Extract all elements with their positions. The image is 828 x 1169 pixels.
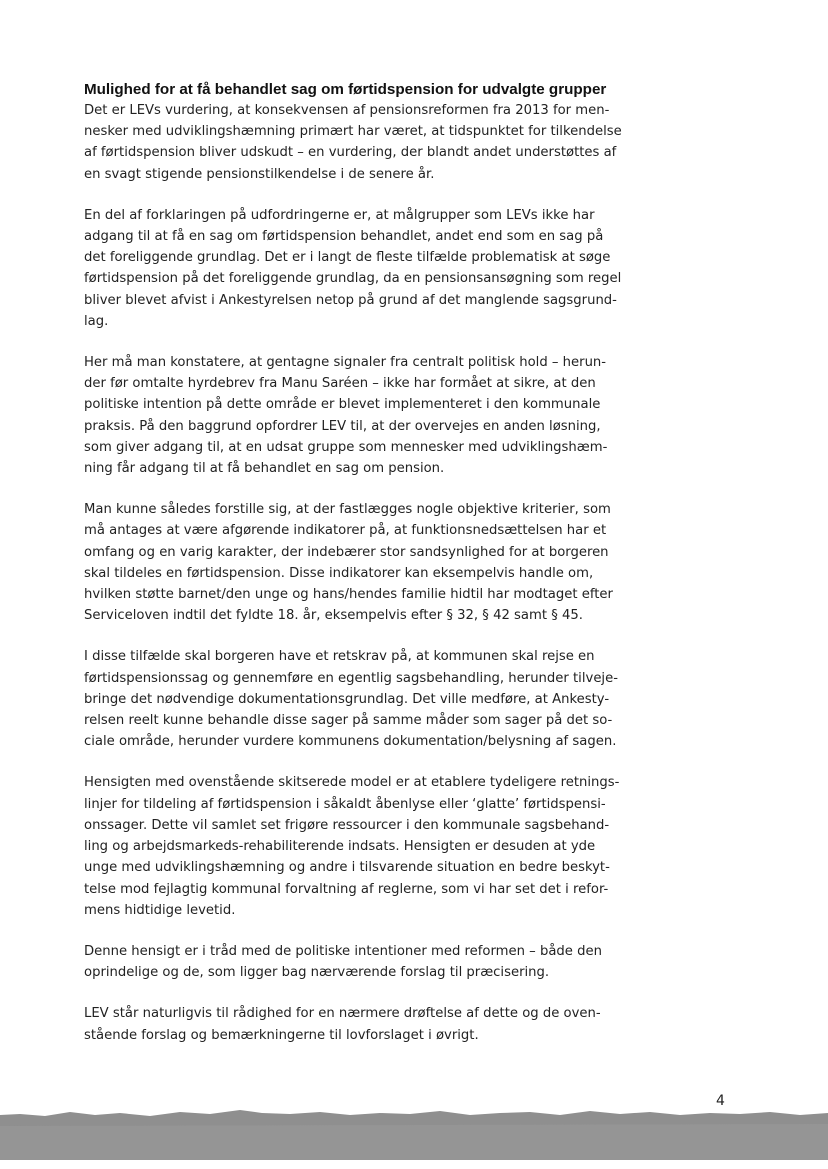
text-line: bringe det nødvendige dokumentationsgrundlag. Det ville medføre, at Ankesty-: [84, 691, 610, 707]
text-line: Her må man konstatere, at gentagne signaler fra centralt politisk hold – herun-: [84, 355, 607, 371]
text-line: mens hidtidige levetid.: [84, 902, 236, 918]
text-line: førtidspension på det foreliggende grundlag, da en pensionsansøgning som regel: [84, 271, 622, 287]
text-line: relsen reelt kunne behandle disse sager på samme måder som sager på det so-: [84, 713, 613, 729]
text-line: nesker med udviklingshæmning primært har været, at tidspunktet for tilkendelse: [84, 124, 622, 140]
text-line: onssager. Dette vil samlet set frigøre ressourcer i den kommunale sagsbehand-: [84, 817, 610, 833]
section-heading: Mulighed for at få behandlet sag om førtidspension for udvalgte grupper: [84, 81, 607, 98]
text-line: må antages at være afgørende indikatorer på, at funktionsnedsættelsen har et: [84, 523, 607, 539]
text-line: en svagt stigende pensionstilkendelse i de senere år.: [84, 166, 435, 182]
text-line: En del af forklaringen på udfordringerne er, at målgrupper som LEVs ikke har: [84, 207, 595, 223]
text-line: førtidspensionssag og gennemføre en egentlig sagsbehandling, herunder tilveje-: [84, 670, 618, 686]
paragraph: [84, 1003, 644, 1045]
scan-edge-texture: [0, 1124, 828, 1160]
text-line: det foreliggende grundlag. Det er i langt de fleste tilfælde problematisk at søge: [84, 250, 611, 266]
text-line: LEV står naturligvis til rådighed for en nærmere drøftelse af dette og de oven-: [84, 1006, 601, 1022]
text-line: oprindelige og de, som ligger bag nærværende forslag til præcisering.: [84, 965, 550, 981]
text-line: stående forslag og bemærkningerne til lovforslaget i øvrigt.: [84, 1027, 479, 1043]
body-text: [84, 100, 644, 1066]
page-number: 4: [716, 1093, 725, 1109]
text-line: telse mod fejlagtig kommunal forvaltning af reglerne, som vi har set det i refor-: [84, 881, 609, 897]
text-line: unge med udviklingshæmning og andre i tilsvarende situation en bedre beskyt-: [84, 860, 610, 876]
text-line: Denne hensigt er i tråd med de politiske intentioner med reformen – både den: [84, 943, 602, 959]
text-line: hvilken støtte barnet/den unge og hans/hendes familie hidtil har modtaget efter: [84, 587, 613, 603]
text-line: Man kunne således forstille sig, at der fastlægges nogle objektive kriterier, som: [84, 502, 611, 518]
paragraph: [84, 499, 644, 626]
text-line: politiske intention på dette område er blevet implementeret i den kommunale: [84, 397, 601, 413]
text-line: skal tildeles en førtidspension. Disse indikatorer kan eksempelvis handle om,: [84, 565, 594, 581]
text-line: som giver adgang til, at en udsat gruppe som mennesker med udviklingshæm-: [84, 439, 608, 455]
text-line: linjer for tildeling af førtidspension i såkaldt åbenlyse eller ‘glatte’ førtidspensi-: [84, 796, 606, 812]
paragraph: [84, 205, 644, 332]
paragraph: [84, 352, 644, 479]
paragraph: [84, 100, 644, 185]
text-line: adgang til at få en sag om førtidspension behandlet, andet end som en sag på: [84, 229, 604, 245]
paragraph: [84, 941, 644, 983]
text-line: Hensigten med ovenstående skitserede model er at etablere tydeligere retnings-: [84, 775, 620, 791]
text-line: Serviceloven indtil det fyldte 18. år, eksempelvis efter § 32, § 42 samt § 45.: [84, 608, 583, 624]
scan-edge-band: [0, 1100, 828, 1160]
text-line: ning får adgang til at få behandlet en sag om pension.: [84, 461, 445, 477]
text-line: ling og arbejdsmarkeds-rehabiliterende indsats. Hensigten er desuden at yde: [84, 839, 596, 855]
text-line: omfang og en varig karakter, der indebærer stor sandsynlighed for at borgeren: [84, 544, 609, 560]
paragraph: [84, 772, 644, 920]
paragraph: [84, 646, 644, 752]
text-line: af førtidspension bliver udskudt – en vurdering, der blandt andet understøttes af: [84, 145, 617, 161]
text-line: lag.: [84, 313, 109, 329]
text-line: praksis. På den baggrund opfordrer LEV til, at der overvejes en anden løsning,: [84, 418, 601, 434]
text-line: bliver blevet afvist i Ankestyrelsen netop på grund af det manglende sagsgrund-: [84, 292, 617, 308]
text-line: ciale område, herunder vurdere kommunens dokumentation/belysning af sagen.: [84, 734, 617, 750]
text-line: der før omtalte hyrdebrev fra Manu Saréen – ikke har formået at sikre, at den: [84, 376, 596, 392]
text-line: I disse tilfælde skal borgeren have et retskrav på, at kommunen skal rejse en: [84, 649, 595, 665]
text-line: Det er LEVs vurdering, at konsekvensen af pensionsreformen fra 2013 for men-: [84, 103, 610, 118]
